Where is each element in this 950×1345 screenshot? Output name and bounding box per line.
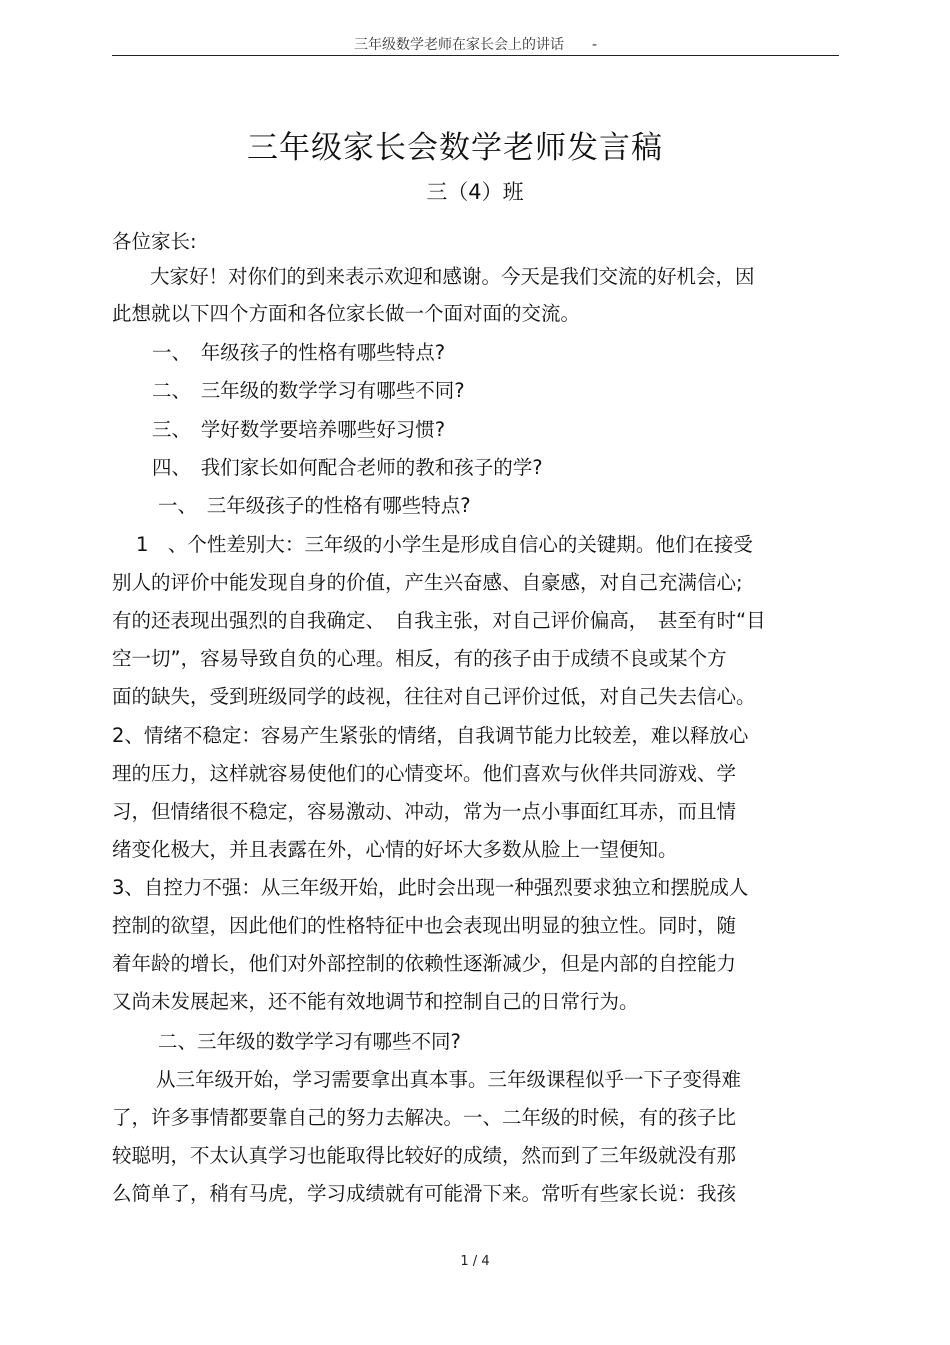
paragraph-line: 此想就以下四个方面和各位家长做一个面对面的交流。 <box>112 302 581 325</box>
outline-item: 二、 三年级的数学学习有哪些不同? <box>152 379 465 402</box>
paragraph-line: 面的缺失，受到班级同学的歧视，往往对自己评价过低，对自己失去信心。 <box>112 685 756 708</box>
paragraph-line: 理的压力，这样就容易使他们的心情变坏。他们喜欢与伙伴共同游戏、学 <box>112 762 737 785</box>
paragraph-line: 较聪明，不太认真学习也能取得比较好的成绩，然而到了三年级就没有那 <box>112 1144 737 1167</box>
outline-item: 四、 我们家长如何配合老师的教和孩子的学? <box>152 456 543 479</box>
section-heading: 二、三年级的数学学习有哪些不同? <box>158 1030 461 1053</box>
paragraph-line: 空一切”，容易导致自负的心理。相反，有的孩子由于成绩不良或某个方 <box>112 647 727 670</box>
paragraph-line: 大家好！对你们的到来表示欢迎和感谢。今天是我们交流的好机会，因 <box>150 265 755 288</box>
paragraph-line: 习，但情绪很不稳定，容易激动、冲动，常为一点小事面红耳赤，而且情 <box>112 800 737 823</box>
paragraph-line: 着年龄的增长，他们对外部控制的依赖性逐渐减少，但是内部的自控能力 <box>112 952 737 975</box>
document-title: 三年级家长会数学老师发言稿 <box>247 130 663 166</box>
paragraph-line: 别人的评价中能发现自身的价值，产生兴奋感、自豪感，对自己充满信心; <box>112 571 743 594</box>
document-subtitle: 三（4）班 <box>426 180 524 204</box>
outline-item: 三、 学好数学要培养哪些好习惯? <box>152 418 446 441</box>
outline-item: 一、 年级孩子的性格有哪些特点? <box>152 341 446 364</box>
paragraph-line: 从三年级开始，学习需要拿出真本事。三年级课程似乎一下子变得难 <box>156 1068 742 1091</box>
section-heading: 一、 三年级孩子的性格有哪些特点? <box>158 494 471 517</box>
paragraph-line: 了，许多事情都要靠自己的努力去解决。一、二年级的时候，有的孩子比 <box>112 1106 737 1129</box>
running-header: 三年级数学老师在家长会上的讲话 - <box>353 37 598 53</box>
paragraph-line: 又尚未发展起来，还不能有效地调节和控制自己的日常行为。 <box>112 990 639 1013</box>
paragraph-line: 控制的欲望，因此他们的性格特征中也会表现出明显的独立性。同时，随 <box>112 914 737 937</box>
paragraph-line: 2、情绪不稳定：容易产生紧张的情绪，自我调节能力比较差，难以释放心 <box>112 724 749 747</box>
page-number: 1 / 4 <box>460 1254 490 1269</box>
paragraph-line: 3、自控力不强：从三年级开始，此时会出现一种强烈要求独立和摆脱成人 <box>112 876 749 899</box>
paragraph-line: 有的还表现出强烈的自我确定、 自我主张，对自己评价偏高， 甚至有时“目 <box>112 609 766 632</box>
paragraph-line: 么简单了，稍有马虎，学习成绩就有可能滑下来。常听有些家长说：我孩 <box>112 1182 737 1205</box>
salutation: 各位家长: <box>112 230 197 253</box>
paragraph-line: 绪变化极大，并且表露在外，心情的好坏大多数从脸上一望便知。 <box>112 838 678 861</box>
header-divider <box>112 55 839 56</box>
paragraph-line: 1 、个性差别大：三年级的小学生是形成自信心的关键期。他们在接受 <box>136 533 753 556</box>
